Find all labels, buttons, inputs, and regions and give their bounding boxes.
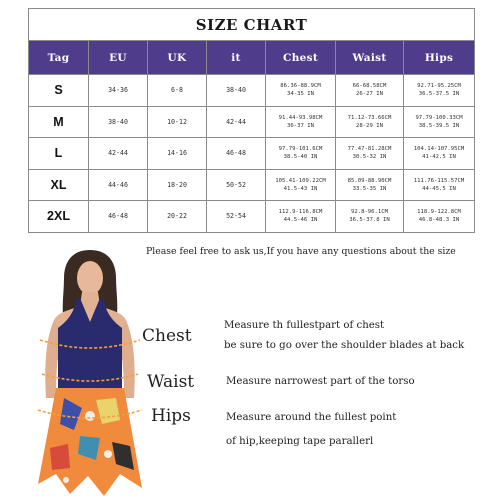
header-tag: Tag — [29, 41, 89, 75]
header-it: it — [207, 41, 266, 75]
hips-measure — [404, 169, 475, 201]
eu-size: 42-44 — [89, 138, 148, 170]
eu-size: 34-36 — [89, 75, 148, 107]
waist-measure — [336, 201, 404, 233]
face-shape — [77, 261, 103, 295]
chest-cm: 97.79-101.6CM — [278, 146, 323, 153]
chest-in: 34-35 IN — [287, 91, 314, 98]
hips-measure — [404, 138, 475, 170]
hips-in: 36.5-37.5 IN — [418, 91, 460, 98]
header-waist: Waist — [336, 41, 404, 75]
chest-in: 41.5-43 IN — [283, 185, 318, 192]
chart-title: SIZE CHART — [29, 9, 475, 41]
hips-cm: 118.9-122.8CM — [417, 209, 461, 216]
chest-desc-line1: Measure th fullestpart of chest — [224, 320, 385, 331]
waist-measure — [336, 106, 404, 138]
size-tag: M — [29, 106, 89, 138]
waist-in: 28-29 IN — [356, 122, 383, 129]
chest-measure — [266, 138, 336, 170]
waist-cm: 66-68.58CM — [352, 83, 387, 90]
chest-cm: 105.41-109.22CM — [275, 177, 326, 184]
chest-measure — [266, 169, 336, 201]
chest-cm: 91.44-93.98CM — [278, 114, 323, 121]
header-hips: Hips — [404, 41, 475, 75]
skirt-dot-shape — [63, 477, 69, 483]
waist-in: 30.5-32 IN — [352, 154, 387, 161]
hips-in: 41-42.5 IN — [422, 154, 456, 161]
table-row — [29, 106, 475, 138]
uk-size: 14-16 — [148, 138, 207, 170]
waist-in: 33.5-35 IN — [352, 185, 387, 192]
waist-cm: 85.09-88.90CM — [347, 177, 392, 184]
eu-size: 44-46 — [89, 169, 148, 201]
skirt-dot-shape — [104, 450, 112, 458]
table-row — [29, 201, 475, 233]
hips-measure — [404, 201, 475, 233]
skirt-pattern-shape — [50, 444, 70, 470]
hips-desc-line2: of hip,keeping tape parallerl — [226, 436, 374, 447]
chest-measure — [266, 201, 336, 233]
chest-label: Chest — [142, 326, 192, 346]
size-tag: XL — [29, 169, 89, 201]
size-tag: 2XL — [29, 201, 89, 233]
chest-in: 44.5-46 IN — [283, 217, 318, 224]
table-row — [29, 75, 475, 107]
chest-cm: 112.9-116.8CM — [278, 209, 323, 216]
hips-measure — [404, 106, 475, 138]
hips-in: 46.8-48.3 IN — [418, 217, 460, 224]
hips-cm: 97.79-100.33CM — [415, 114, 463, 121]
waist-in: 36.5-37.8 IN — [349, 217, 390, 224]
size-chart-table — [28, 8, 475, 233]
model-photo — [30, 248, 150, 500]
hips-cm: 104.14-107.95CM — [413, 146, 465, 153]
waist-desc: Measure narrowest part of the torso — [226, 376, 415, 387]
eu-size: 38-40 — [89, 106, 148, 138]
chest-in: 36-37 IN — [287, 122, 314, 129]
table-row — [29, 138, 475, 170]
it-size: 42-44 — [207, 106, 266, 138]
waist-cm: 77.47-81.28CM — [347, 146, 392, 153]
it-size: 46-48 — [207, 138, 266, 170]
it-size: 38-40 — [207, 75, 266, 107]
it-size: 52-54 — [207, 201, 266, 233]
chest-cm: 86.36-88.9CM — [280, 83, 321, 90]
contact-note: Please feel free to ask us,If you have any questions about the size — [146, 246, 456, 257]
hips-label: Hips — [151, 406, 191, 426]
skirt-dot-shape — [85, 411, 95, 421]
hips-cm: 92.71-95.25CM — [417, 83, 461, 90]
waist-measure — [336, 75, 404, 107]
size-tag: L — [29, 138, 89, 170]
waist-in: 26-27 IN — [356, 91, 383, 98]
it-size: 50-52 — [207, 169, 266, 201]
chest-in: 38.5-40 IN — [283, 154, 318, 161]
chest-measure — [266, 106, 336, 138]
chest-desc-line2: be sure to go over the shoulder blades at back — [224, 340, 465, 351]
uk-size: 18-20 — [148, 169, 207, 201]
size-tag: S — [29, 75, 89, 107]
header-eu: EU — [89, 41, 148, 75]
hips-cm: 111.76-115.57CM — [413, 177, 465, 184]
hips-desc-line1: Measure around the fullest point — [226, 412, 397, 423]
hips-measure — [404, 75, 475, 107]
waist-cm: 71.12-73.66CM — [347, 114, 392, 121]
waist-measure — [336, 169, 404, 201]
waist-label: Waist — [147, 372, 195, 392]
eu-size: 46-48 — [89, 201, 148, 233]
header-chest: Chest — [266, 41, 336, 75]
hips-in: 38.5-39.5 IN — [418, 122, 460, 129]
waist-measure — [336, 138, 404, 170]
chest-measure — [266, 75, 336, 107]
hips-in: 44-45.5 IN — [422, 185, 456, 192]
uk-size: 6-8 — [148, 75, 207, 107]
table-row — [29, 169, 475, 201]
header-uk: UK — [148, 41, 207, 75]
uk-size: 10-12 — [148, 106, 207, 138]
uk-size: 20-22 — [148, 201, 207, 233]
waist-cm: 92.8-96.1CM — [350, 209, 389, 216]
